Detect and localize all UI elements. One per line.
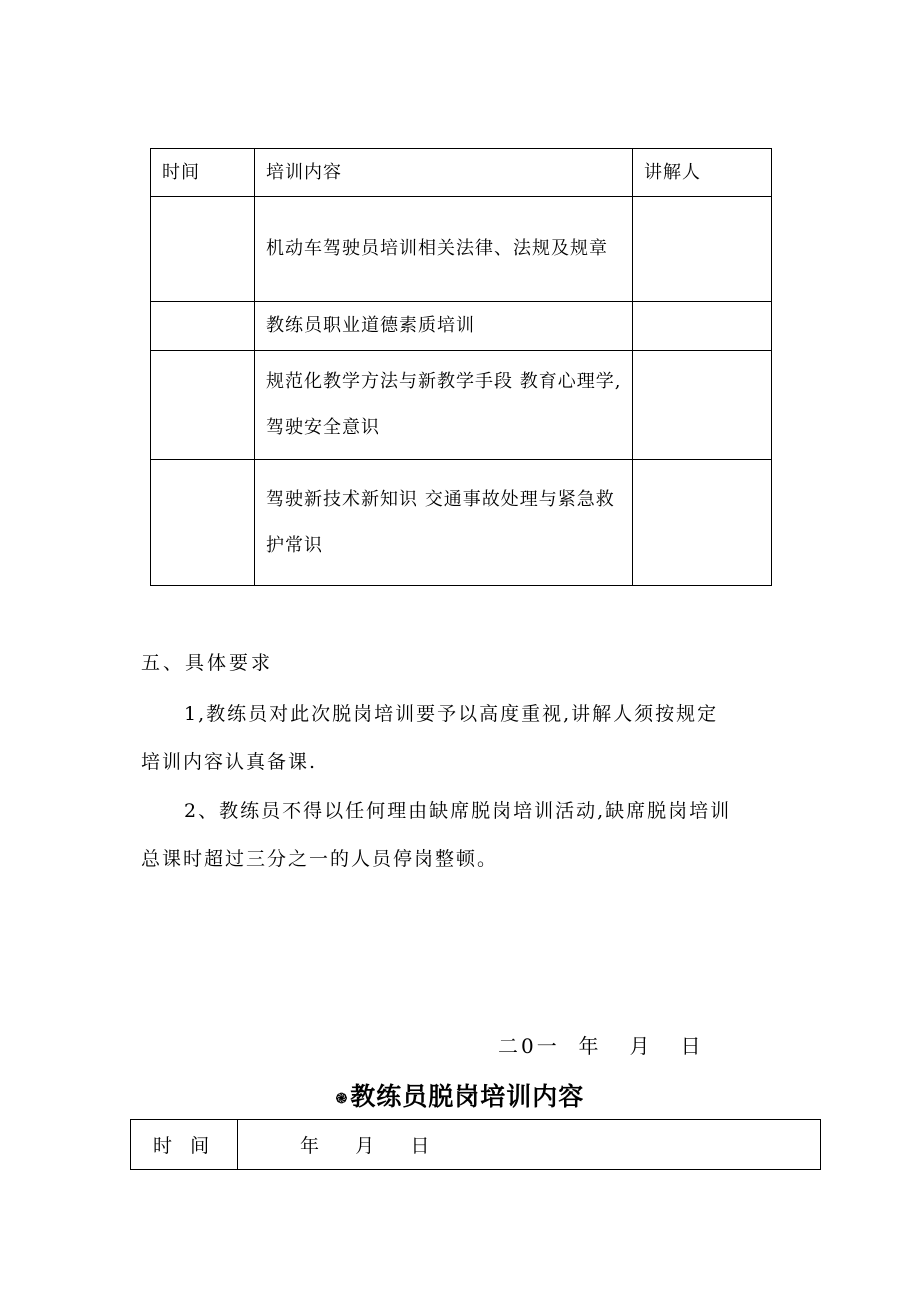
content-cell: 机动车驾驶员培训相关法律、法规及规章	[255, 197, 633, 302]
requirement-2-line-2: 总课时超过三分之一的人员停岗整顿。	[141, 848, 499, 870]
table-row	[151, 460, 772, 586]
header-speaker: 讲解人	[633, 149, 772, 197]
requirement-item-1	[141, 690, 791, 786]
requirement-2-line-1: 2、教练员不得以任何理由缺席脱岗培训活动,缺席脱岗培训	[184, 800, 732, 822]
decorative-mark-icon: ֎	[335, 1091, 349, 1107]
table-header-row	[151, 149, 772, 197]
date-line: 二0一 年 月 日	[498, 1034, 704, 1058]
content-cell: 教练员职业道德素质培训	[255, 302, 633, 351]
form-time-row	[131, 1120, 821, 1170]
form-title-text: 教练员脱岗培训内容	[350, 1082, 585, 1111]
time-cell	[151, 460, 255, 586]
table-row	[151, 351, 772, 460]
form-info-table	[130, 1119, 821, 1170]
requirement-1-line-1: 1,教练员对此次脱岗培训要予以高度重视,讲解人须按规定	[184, 703, 719, 725]
speaker-cell	[633, 460, 772, 586]
requirements-heading: 五、具体要求	[141, 652, 274, 674]
time-label: 时 间	[131, 1120, 238, 1170]
speaker-cell	[633, 351, 772, 460]
time-cell	[151, 351, 255, 460]
form-title	[0, 1077, 920, 1113]
speaker-cell	[633, 302, 772, 351]
time-cell	[151, 302, 255, 351]
table-row	[151, 302, 772, 351]
header-content: 培训内容	[255, 149, 633, 197]
time-value: 年 月 日	[238, 1120, 821, 1170]
header-time: 时间	[151, 149, 255, 197]
speaker-cell	[633, 197, 772, 302]
training-schedule-table	[150, 148, 772, 586]
table-row	[151, 197, 772, 302]
requirement-item-2	[141, 787, 791, 883]
content-cell: 规范化教学方法与新教学手段 教育心理学,驾驶安全意识	[255, 351, 633, 460]
requirement-1-line-2: 培训内容认真备课.	[141, 751, 318, 773]
time-cell	[151, 197, 255, 302]
content-cell: 驾驶新技术新知识 交通事故处理与紧急救护常识	[255, 460, 633, 586]
